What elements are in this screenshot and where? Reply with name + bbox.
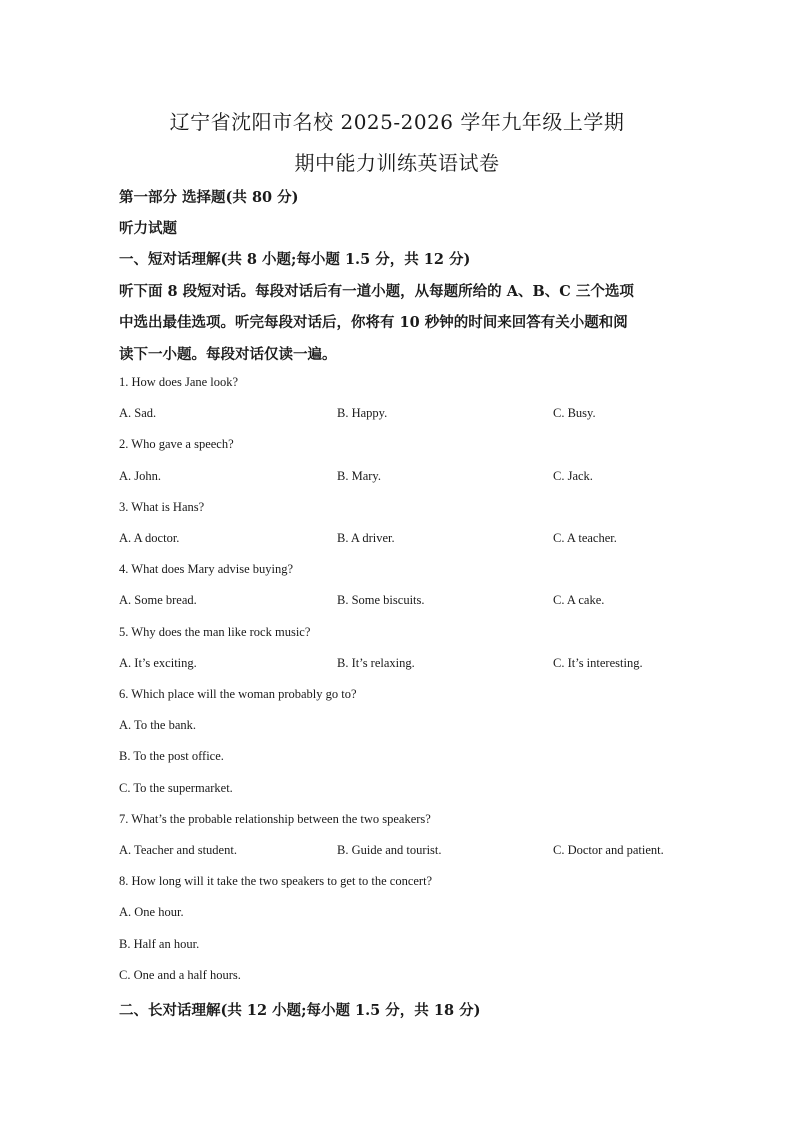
question-3: 3. What is Hans? xyxy=(119,500,205,514)
question-6-option-c: C. To the supermarket. xyxy=(119,781,233,795)
question-6-option-b: B. To the post office. xyxy=(119,749,224,763)
question-8-option-b: B. Half an hour. xyxy=(119,937,200,951)
question-1-option-a: A. Sad. xyxy=(119,406,157,420)
question-4: 4. What does Mary advise buying? xyxy=(119,562,294,576)
question-5-option-c: C. It’s interesting. xyxy=(553,656,643,670)
question-7-option-a: A. Teacher and student. xyxy=(119,843,237,857)
question-7: 7. What’s the probable relationship between the two speakers? xyxy=(119,812,431,826)
question-4-option-b: B. Some biscuits. xyxy=(337,593,425,607)
question-3-option-b: B. A driver. xyxy=(337,531,395,545)
question-2-option-a: A. John. xyxy=(119,469,162,483)
section1-instruction-line: 中选出最佳选项。听完每段对话后，你将有 10 秒钟的时间来回答有关小题和阅 xyxy=(119,314,628,331)
section2-heading: 二、长对话理解(共 12 小题;每小题 1.5 分，共 18 分) xyxy=(119,1002,481,1019)
question-5-option-b: B. It’s relaxing. xyxy=(337,656,415,670)
question-3-option-c: C. A teacher. xyxy=(553,531,617,545)
question-5-option-a: A. It’s exciting. xyxy=(119,656,197,670)
question-7-option-b: B. Guide and tourist. xyxy=(337,843,442,857)
part1-heading: 第一部分 选择题(共 80 分) xyxy=(119,189,299,206)
exam-title-line1: 辽宁省沈阳市名校 2025-2026 学年九年级上学期 xyxy=(169,110,625,134)
question-2-option-c: C. Jack. xyxy=(553,469,593,483)
question-6-option-a: A. To the bank. xyxy=(119,718,197,732)
question-1-option-c: C. Busy. xyxy=(553,406,596,420)
section1-instruction-line: 读下一小题。每段对话仅读一遍。 xyxy=(119,346,337,363)
question-4-option-a: A. Some bread. xyxy=(119,593,197,607)
exam-title-line2: 期中能力训练英语试卷 xyxy=(294,151,500,175)
question-2: 2. Who gave a speech? xyxy=(119,437,234,451)
question-1: 1. How does Jane look? xyxy=(119,375,239,389)
question-1-option-b: B. Happy. xyxy=(337,406,388,420)
question-8: 8. How long will it take the two speakers to get to the concert? xyxy=(119,874,433,888)
question-3-option-a: A. A doctor. xyxy=(119,531,180,545)
section1-instruction-line: 听下面 8 段短对话。每段对话后有一道小题，从每题所给的 A、B、C 三个选项 xyxy=(119,283,634,300)
listening-heading: 听力试题 xyxy=(119,220,177,237)
question-8-option-a: A. One hour. xyxy=(119,905,184,919)
question-4-option-c: C. A cake. xyxy=(553,593,605,607)
question-2-option-b: B. Mary. xyxy=(337,469,381,483)
question-8-option-c: C. One and a half hours. xyxy=(119,968,241,982)
question-5: 5. Why does the man like rock music? xyxy=(119,625,311,639)
section1-heading: 一、短对话理解(共 8 小题;每小题 1.5 分，共 12 分) xyxy=(119,251,471,268)
question-7-option-c: C. Doctor and patient. xyxy=(553,843,664,857)
question-6: 6. Which place will the woman probably go to? xyxy=(119,687,357,701)
